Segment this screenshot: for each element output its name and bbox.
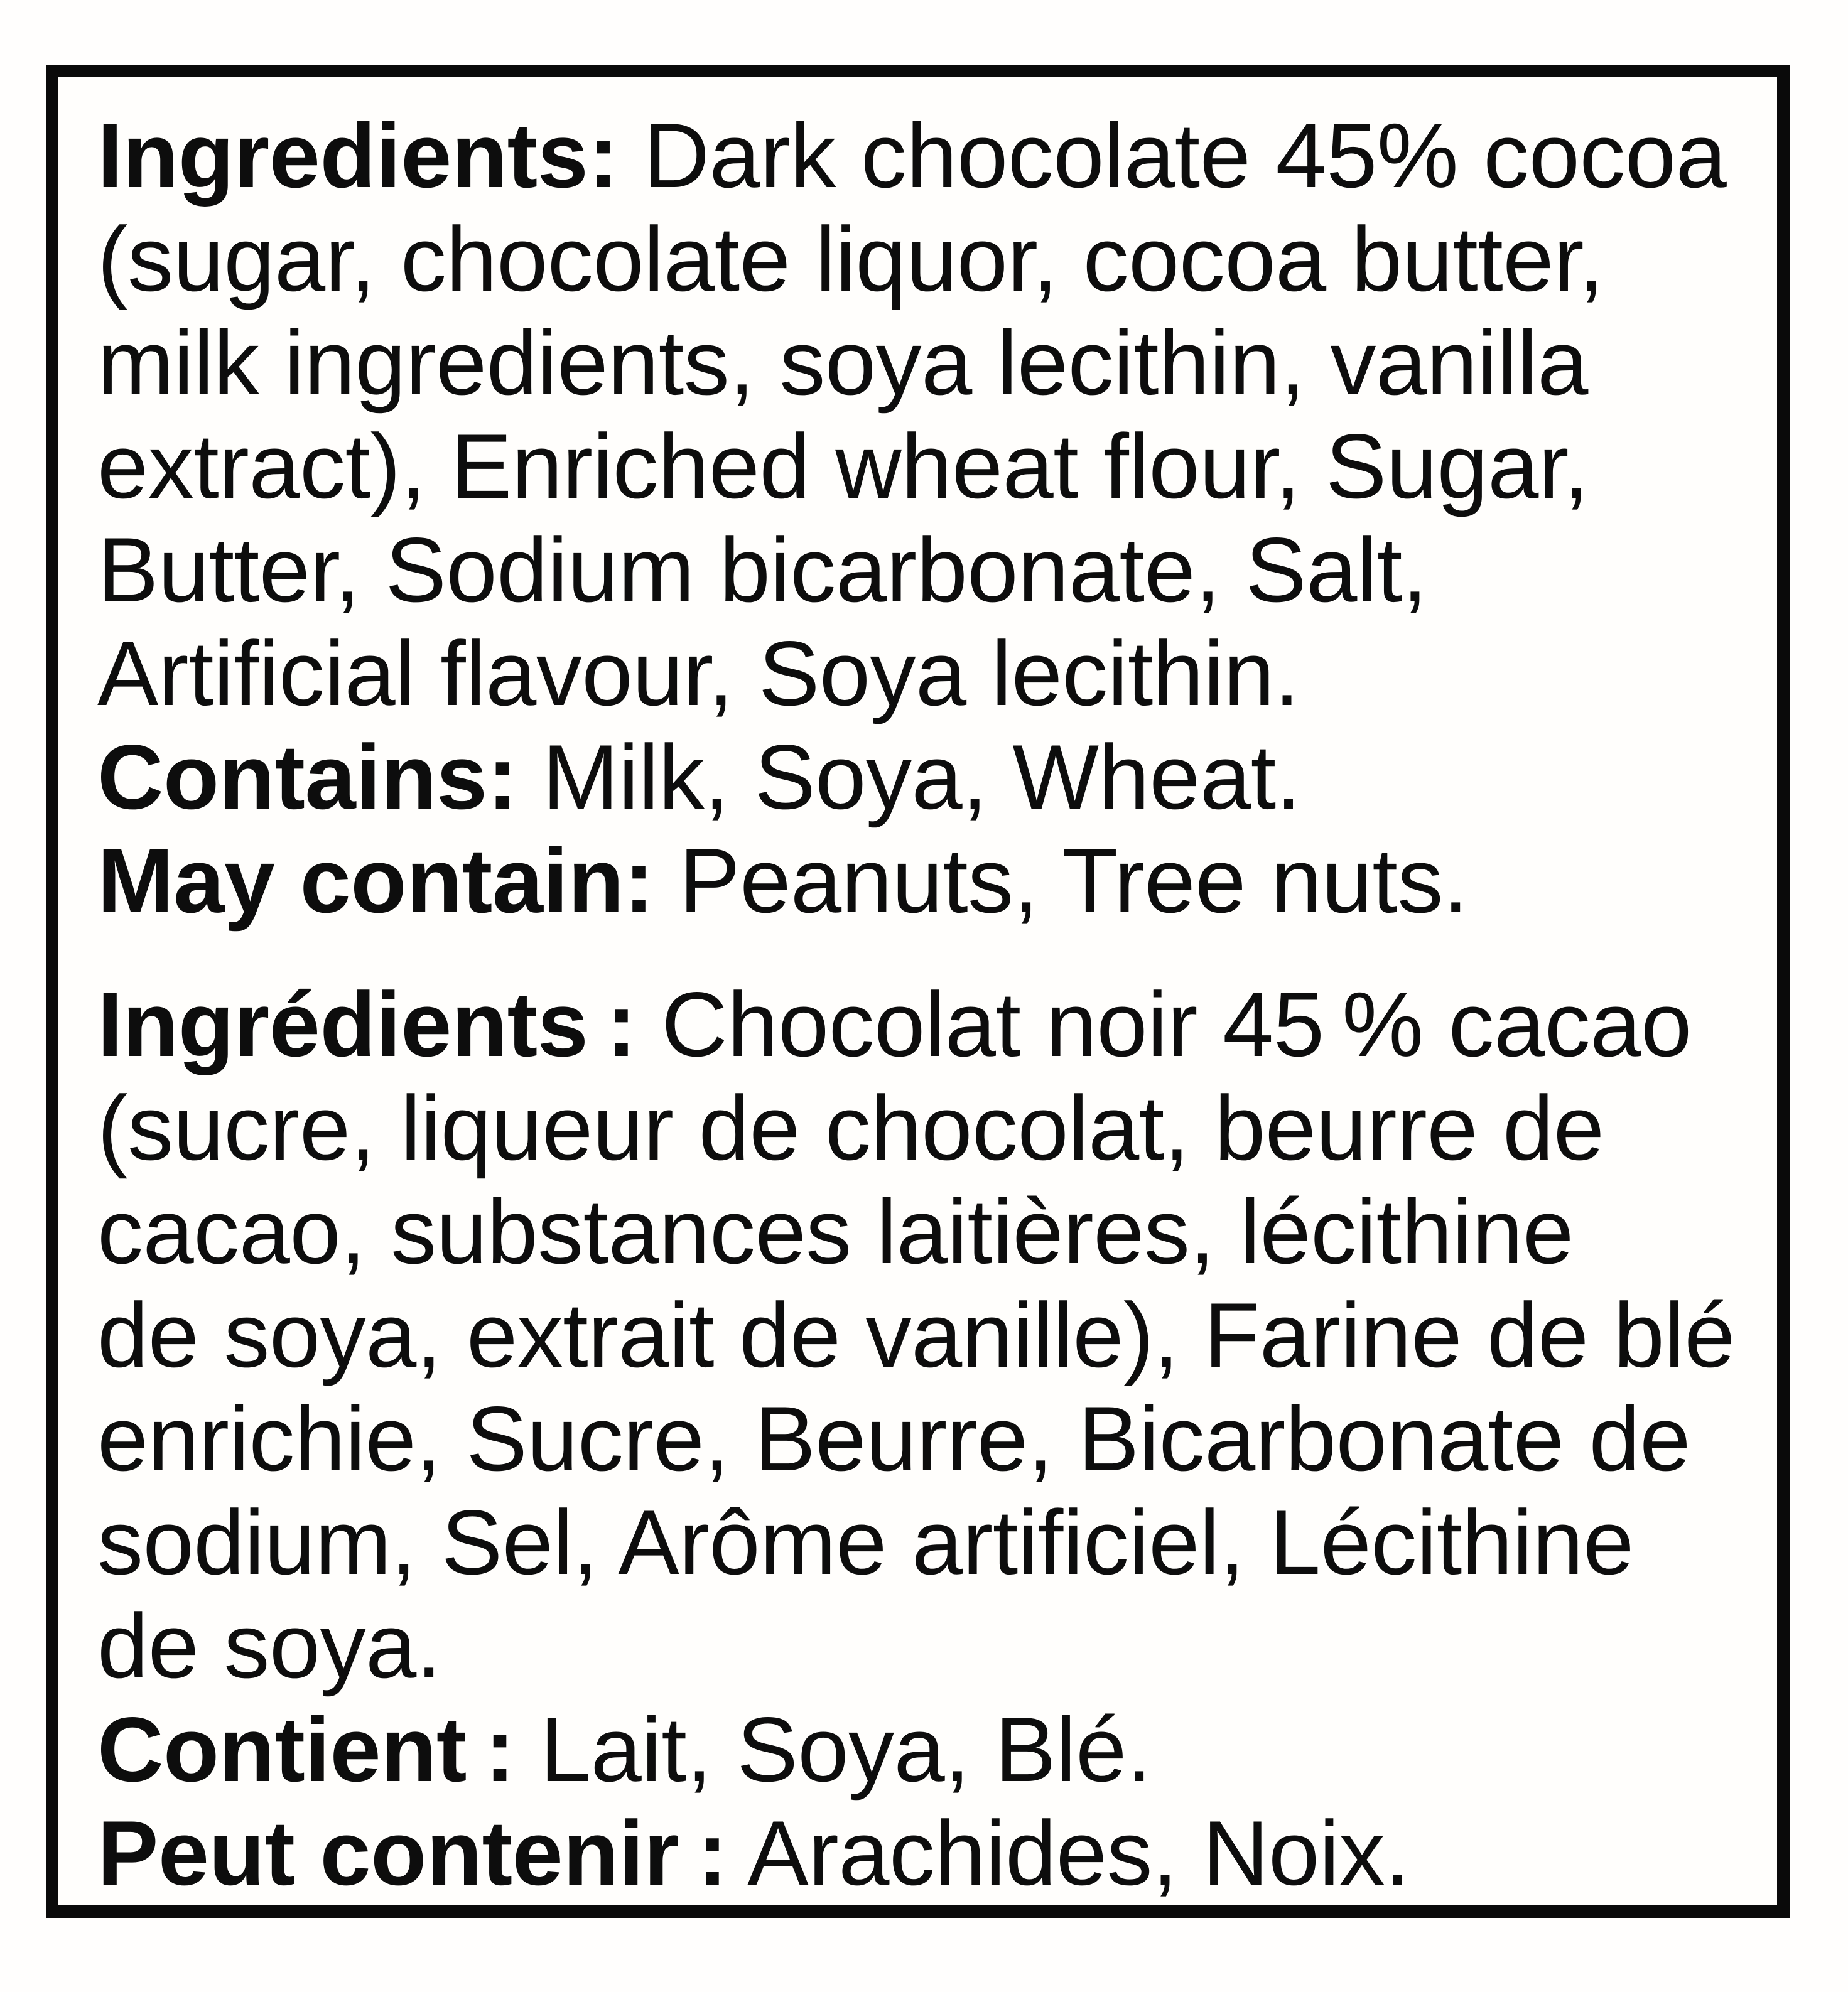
fr-peut-contenir-heading: Peut contenir : <box>97 1802 728 1904</box>
en-ingredients-text-4: extract), Enriched wheat flour, Sugar, <box>97 415 1589 517</box>
en-contains-heading: Contains: <box>97 726 517 828</box>
english-section <box>97 104 1762 932</box>
fr-ingredients-heading: Ingrédients : <box>97 973 637 1075</box>
fr-contient-line <box>97 1698 1762 1801</box>
fr-ingredients-text-4: de soya, extrait de vanille), Farine de blé <box>97 1284 1735 1386</box>
en-ingredients-text-5: Butter, Sodium bicarbonate, Salt, <box>97 519 1427 621</box>
en-contains-line <box>97 725 1762 829</box>
en-ingredients-text-3: milk ingredients, soya lecithin, vanilla <box>97 311 1588 414</box>
en-may-contain-heading: May contain: <box>97 829 654 932</box>
en-ingredients-heading: Ingredients: <box>97 104 619 207</box>
fr-peut-contenir-text: Arachides, Noix. <box>727 1802 1410 1904</box>
label-border-box <box>46 65 1790 1918</box>
fr-contient-heading: Contient : <box>97 1698 515 1801</box>
en-ingredients-line-1 <box>97 104 1762 207</box>
fr-ingredients-text-3: cacao, substances laitières, lécithine <box>97 1180 1574 1283</box>
fr-ingredients-text-5: enrichie, Sucre, Beurre, Bicarbonate de <box>97 1387 1690 1490</box>
en-ingredients-text-6: Artificial flavour, Soya lecithin. <box>97 622 1300 724</box>
en-ingredients-text-2: (sugar, chocolate liquor, cocoa butter, <box>97 208 1604 310</box>
fr-ingredients-text-6: sodium, Sel, Arôme artificiel, Lécithine <box>97 1491 1634 1593</box>
fr-contient-text: Lait, Soya, Blé. <box>514 1698 1152 1801</box>
en-may-contain-text: Peanuts, Tree nuts. <box>654 829 1468 932</box>
fr-peut-contenir-line <box>97 1801 1762 1905</box>
fr-ingredients-text-7: de soya. <box>97 1595 441 1697</box>
en-ingredients-text-1: Dark chocolate 45% cocoa <box>618 104 1727 207</box>
french-section <box>97 972 1762 1905</box>
en-may-contain-line <box>97 829 1762 932</box>
fr-ingredients-line-1 <box>97 972 1762 1076</box>
fr-ingredients-text-2: (sucre, liqueur de chocolat, beurre de <box>97 1077 1604 1179</box>
fr-ingredients-text-1: Chocolat noir 45 % cacao <box>636 973 1692 1075</box>
en-contains-text: Milk, Soya, Wheat. <box>517 726 1301 828</box>
label-content <box>58 77 1777 1905</box>
